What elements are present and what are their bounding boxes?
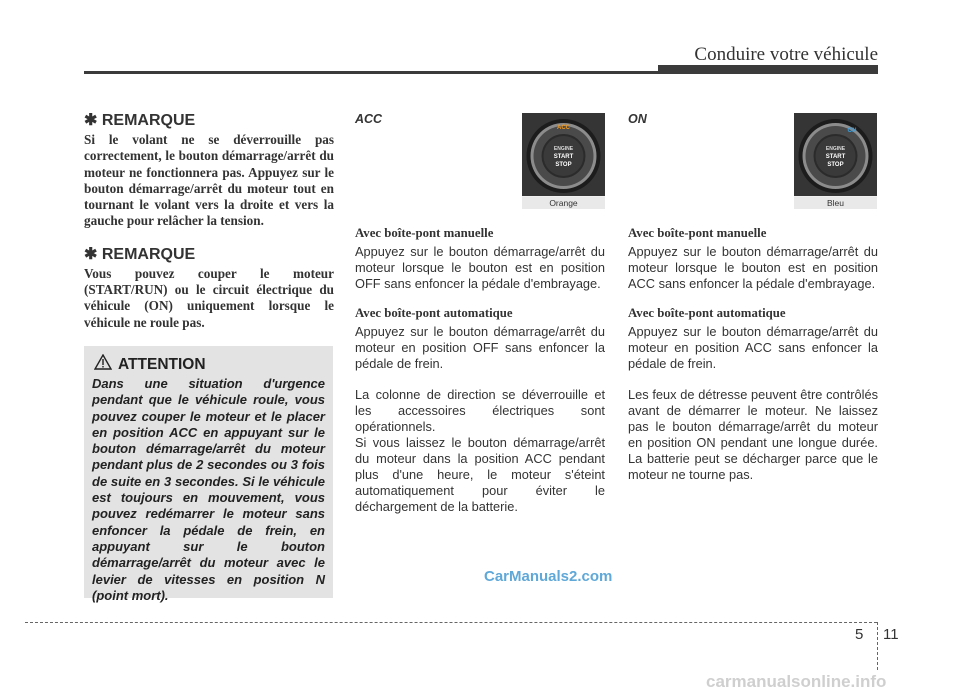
on-label: ON bbox=[628, 112, 647, 126]
on-button-figure bbox=[794, 113, 877, 209]
left-column bbox=[84, 110, 334, 345]
on-auto-heading: Avec boîte-pont automatique bbox=[628, 306, 786, 321]
remark-title-text: REMARQUE bbox=[101, 112, 196, 129]
acc-label: ACC bbox=[355, 112, 383, 126]
on-manual-text: Appuyez sur le bouton démarrage/arrêt du moteur lorsque le bouton est en position ACC sans enfoncer la pédale d'embrayage. bbox=[628, 244, 878, 292]
ring-indicator-text: ACC bbox=[557, 125, 570, 131]
attention-title: ATTENTION bbox=[118, 356, 206, 373]
button-line-start: START bbox=[825, 154, 846, 160]
acc-manual-text: Appuyez sur le bouton démarrage/arrêt du moteur lorsque le bouton est en position OFF sans enfoncer la pédale d'embrayage. bbox=[355, 244, 605, 292]
star-icon: ✱ bbox=[84, 245, 98, 263]
acc-auto-heading: Avec boîte-pont automatique bbox=[355, 306, 513, 321]
image-caption: Orange bbox=[522, 197, 605, 209]
acc-button-figure bbox=[522, 113, 605, 209]
chapter-number: 5 bbox=[855, 626, 864, 643]
star-icon: ✱ bbox=[84, 112, 98, 129]
attention-heading bbox=[94, 354, 206, 374]
header-rule bbox=[84, 71, 658, 74]
attention-box bbox=[84, 346, 333, 603]
button-line-stop: STOP bbox=[827, 162, 844, 168]
engine-start-button-image bbox=[522, 113, 605, 196]
acc-paragraph-1: La colonne de direction se déverrouille et les accessoires électriques sont opérationnels. bbox=[355, 386, 605, 434]
on-manual-heading: Avec boîte-pont manuelle bbox=[628, 226, 767, 240]
acc-paragraph-2: Si vous laissez le bouton démarrage/arrêt du moteur dans la position ACC pendant plus d'une heure, le moteur s'éteint automatiquement pour éviter le déchargement de la batterie. bbox=[355, 434, 605, 515]
attention-body: Dans une situation d'urgence pendant que le véhicule roule, vous pouvez couper le moteur et le placer en position ACC en appuyant sur le bouton démarrage/arrêt du moteur pendant plus de 2 secondes ou 3 fois de suite en 3 secondes. Si le véhicule est toujours en mouvement, vous pouvez redémarrer le moteur sans enfoncer la pédale de frein, en appuyant sur le bouton démarrage/arrêt du moteur avec le levier de vitesses en position N (point mort). bbox=[92, 376, 325, 603]
acc-manual-heading: Avec boîte-pont manuelle bbox=[355, 226, 494, 240]
remark-heading bbox=[84, 244, 334, 264]
button-line-engine: ENGINE bbox=[553, 146, 574, 152]
remark-title-text: REMARQUE bbox=[101, 245, 196, 263]
header-rule-accent bbox=[658, 65, 878, 74]
remark-heading bbox=[84, 110, 334, 130]
ring-indicator-text: ON bbox=[847, 128, 857, 134]
acc-auto-text: Appuyez sur le bouton démarrage/arrêt du moteur en position OFF sans enfoncer la pédale de frein. bbox=[355, 324, 605, 372]
footer-divider bbox=[877, 622, 878, 670]
footer-url: carmanualsonline.info bbox=[706, 672, 887, 691]
on-paragraph-1: Les feux de détresse peuvent être contrôlés avant de démarrer le moteur. Ne laissez pas le bouton démarrage/arrêt du moteur en position ON pendant une longue durée. La batterie peut se décharger parce que le moteur ne tourne pas. bbox=[628, 386, 878, 483]
engine-start-button-image bbox=[794, 113, 877, 196]
watermark: CarManuals2.com bbox=[484, 568, 613, 585]
button-line-engine: ENGINE bbox=[825, 146, 846, 152]
button-line-start: START bbox=[553, 154, 574, 160]
page-header-title: Conduire votre véhicule bbox=[694, 44, 878, 65]
button-line-stop: STOP bbox=[555, 162, 572, 168]
remark-body: Si le volant ne se déverrouille pas correctement, le bouton démarrage/arrêt du moteur ne fonctionnera pas. Appuyez sur le bouton démarrage/arrêt du moteur tout en tournant le volant vers la droite et vers la gauche pour relâcher la tension. bbox=[84, 132, 334, 229]
remark-body: Vous pouvez couper le moteur (START/RUN) ou le circuit électrique du véhicule (ON) uniquement lorsque le véhicule ne roule pas. bbox=[84, 265, 334, 330]
warning-triangle-icon bbox=[94, 354, 112, 370]
on-auto-text: Appuyez sur le bouton démarrage/arrêt du moteur en position ACC sans enfoncer la pédale de frein. bbox=[628, 324, 878, 372]
footer-rule bbox=[25, 622, 877, 623]
page-number: 11 bbox=[883, 626, 899, 643]
image-caption: Bleu bbox=[794, 197, 877, 209]
